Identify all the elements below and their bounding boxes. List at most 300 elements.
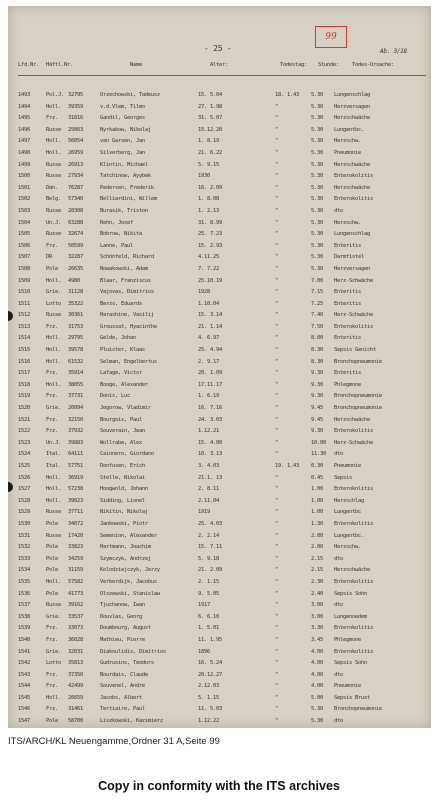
row-cause: Bronchopneumonie (334, 706, 382, 713)
row-death-date: " (275, 694, 278, 701)
row-birth-date: 11. 1.95 (198, 636, 222, 643)
row-number: 1547 (18, 718, 30, 725)
row-nationality: Frz. (46, 625, 58, 632)
row-prisoner-number: 50599 (68, 242, 83, 249)
table-row (8, 600, 431, 612)
row-name: Jankowski, Piotr (100, 520, 148, 527)
row-name: Bourdais, Claude (100, 671, 148, 678)
row-death-date: " (275, 532, 278, 539)
row-name: Lanne, Paul (100, 242, 133, 249)
row-birth-date: 21. 2.09 (198, 567, 222, 574)
row-prisoner-number: 36919 (68, 474, 83, 481)
row-birth-date: 16. 2.09 (198, 184, 222, 191)
table-row (8, 194, 431, 206)
table-row (8, 287, 431, 299)
row-name: Blaar, Franziscus (100, 277, 151, 284)
header-col-age: Alter: (210, 62, 228, 68)
row-name: Burasik, Triston (100, 207, 148, 214)
row-name: Doumbourg, August (100, 625, 151, 632)
row-death-date: " (275, 126, 278, 133)
row-death-date: " (275, 509, 278, 516)
table-row (8, 252, 431, 264)
row-birth-date: 5. 9.15 (198, 161, 219, 168)
document-scan (8, 6, 431, 728)
row-cause: dto (334, 451, 343, 458)
table-row (8, 577, 431, 589)
row-birth-date: 1.10.04 (198, 300, 219, 307)
row-number: 1504 (18, 219, 30, 226)
row-prisoner-number: 32031 (68, 648, 83, 655)
row-birth-date: 3. 4.03 (198, 463, 219, 469)
row-name: Selman, Engelbertus (100, 358, 157, 365)
row-hour: 5.30 (311, 718, 323, 725)
row-hour: 5.30 (311, 207, 323, 214)
row-nationality: Frz. (46, 115, 58, 122)
row-prisoner-number: 34259 (68, 555, 83, 562)
row-number: 1521 (18, 416, 30, 423)
row-number: 1511 (18, 300, 30, 307)
row-birth-date: 7. 7.22 (198, 265, 219, 272)
row-name: Berzs, Eduards (100, 300, 142, 307)
table-row (8, 658, 431, 670)
row-number: 1507 (18, 254, 30, 261)
row-cause: Herzversagen (334, 103, 370, 110)
table-row (8, 635, 431, 647)
row-hour: 2.40 (311, 590, 323, 597)
row-birth-date: 15.12.20 (198, 126, 222, 133)
row-nationality: Holl. (46, 381, 61, 388)
row-nationality: Frz. (46, 242, 58, 249)
row-cause: Herzschw. (334, 138, 361, 145)
table-row (8, 426, 431, 438)
row-hour: 5.30 (311, 103, 323, 110)
row-cause: Lungentbc (334, 509, 361, 516)
row-name: Nowakowski, Adam (100, 265, 148, 272)
row-hour: 8.30 (311, 347, 323, 354)
row-death-date: " (275, 219, 278, 226)
row-birth-date: 25. 4.03 (198, 520, 222, 527)
row-hour: 5.30 (311, 115, 323, 122)
row-death-date: 19. 1.43 (275, 463, 299, 469)
row-number: 1496 (18, 126, 30, 133)
row-nationality: Pole (46, 520, 58, 527)
row-name: Hartmann, Joachim (100, 544, 151, 551)
row-death-date: " (275, 207, 278, 214)
table-row (8, 136, 431, 148)
row-birth-date: 15. 7.11 (198, 544, 222, 551)
row-prisoner-number: 37932 (68, 428, 83, 435)
row-birth-date: 21. 6.22 (198, 149, 222, 156)
row-hour: 5.30 (311, 242, 323, 249)
row-nationality: Russe (46, 161, 61, 168)
row-name: Souverain, Jean (100, 428, 145, 435)
row-cause: Herzschw. (334, 544, 361, 551)
row-number: 1538 (18, 613, 30, 620)
row-cause: Herzversagen (334, 265, 370, 272)
row-name: Cainnero, Giordano (100, 451, 154, 458)
row-nationality: Holl. (46, 694, 61, 701)
row-cause: Enteritis (334, 242, 361, 249)
row-name: Wollrabe, Alex (100, 439, 142, 446)
row-hour: 9.45 (311, 405, 323, 412)
row-name: Mathieu, Pierre (100, 636, 145, 643)
table-row (8, 322, 431, 334)
table-row (8, 473, 431, 485)
row-prisoner-number: 29795 (68, 335, 83, 342)
row-death-date: " (275, 254, 278, 261)
row-name: Donfusen, Erich (100, 463, 145, 469)
row-name: Olszewski, Stanislaw (100, 590, 160, 597)
table-row (8, 693, 431, 705)
row-nationality: Russe (46, 173, 61, 180)
table-row (8, 206, 431, 218)
row-name: Nyrkakow, Nikolaj (100, 126, 151, 133)
row-death-date: " (275, 602, 278, 609)
row-cause: Bronchopneumonie (334, 358, 382, 365)
row-hour: 9.30 (311, 428, 323, 435)
table-row (8, 183, 431, 195)
row-number: 1539 (18, 625, 30, 632)
row-prisoner-number: 33823 (68, 544, 83, 551)
row-prisoner-number: 35813 (68, 660, 83, 667)
row-prisoner-number: 37711 (68, 509, 83, 516)
row-cause: Pneumonie (334, 149, 361, 156)
row-name: Gandil, Georges (100, 115, 145, 122)
row-hour: 2.00 (311, 544, 323, 551)
row-cause: Herzschwäche (334, 161, 370, 168)
row-cause: Phlegmone (334, 636, 361, 643)
row-number: 1517 (18, 370, 30, 377)
row-number: 1543 (18, 671, 30, 678)
row-cause: Herzschwäche (334, 416, 370, 423)
row-nationality: Pole (46, 555, 58, 562)
row-nationality: Pole (46, 567, 58, 574)
row-nationality: Ital. (46, 463, 61, 469)
row-cause: Enterokolitis (334, 520, 373, 527)
row-hour: 1.00 (311, 486, 323, 493)
row-hour: 9.30 (311, 393, 323, 400)
table-row (8, 623, 431, 635)
page-number: - 25 - (204, 44, 232, 53)
row-hour: 7.40 (311, 312, 323, 319)
row-prisoner-number: 64111 (68, 451, 83, 458)
row-name: v.d.Vlem, Tilmo (100, 103, 145, 110)
row-hour: 1.00 (311, 497, 323, 504)
row-hour: 9.45 (311, 416, 323, 423)
row-death-date: " (275, 544, 278, 551)
row-number: 1544 (18, 683, 30, 690)
row-prisoner-number: 26959 (68, 149, 83, 156)
row-birth-date: 4.11.25 (198, 254, 219, 261)
row-hour: 9.30 (311, 370, 323, 377)
row-birth-date: 20. 1.09 (198, 370, 222, 377)
stamp-number: 99 (325, 32, 337, 42)
row-death-date: " (275, 520, 278, 527)
row-name: Douvlas, Georg (100, 613, 142, 620)
row-prisoner-number: 57238 (68, 486, 83, 493)
row-cause: Enteritis (334, 370, 361, 377)
row-nationality: Grie. (46, 613, 61, 620)
row-number: 1542 (18, 660, 30, 667)
row-birth-date: 2. 2.14 (198, 532, 219, 539)
row-number: 1512 (18, 312, 30, 319)
row-nationality: Ital. (46, 451, 61, 458)
row-death-date: " (275, 567, 278, 574)
row-number: 1516 (18, 358, 30, 365)
table-row (8, 612, 431, 624)
row-name: Klintin, Michael (100, 161, 148, 168)
row-death-date: " (275, 231, 278, 238)
row-nationality: Lotto (46, 660, 61, 667)
row-number: 1515 (18, 347, 30, 354)
table-row (8, 391, 431, 403)
table-row (8, 681, 431, 693)
row-cause: dto (334, 555, 343, 562)
row-number: 1522 (18, 428, 30, 435)
row-nationality: Holl. (46, 578, 61, 585)
table-row (8, 241, 431, 253)
row-death-date: " (275, 393, 278, 400)
row-number: 1494 (18, 103, 30, 110)
row-birth-date: 1. 8.19 (198, 138, 219, 145)
row-prisoner-number: 32150 (68, 416, 83, 423)
row-nationality: Holl. (46, 149, 61, 156)
row-number: 1533 (18, 555, 30, 562)
table-row (8, 310, 431, 322)
row-nationality: Russe (46, 532, 61, 539)
row-number: 1520 (18, 405, 30, 412)
row-prisoner-number: 26659 (68, 694, 83, 701)
row-prisoner-number: 4980 (68, 277, 80, 284)
row-birth-date: 15. 3.14 (198, 312, 222, 319)
row-nationality: Lotto (46, 300, 61, 307)
row-nationality: Frz. (46, 416, 58, 423)
row-prisoner-number: 32287 (68, 254, 83, 261)
row-death-date: " (275, 161, 278, 168)
row-prisoner-number: 31753 (68, 323, 83, 330)
row-cause: Enterokolitis (334, 173, 373, 180)
row-name: Pluister, Klaas (100, 347, 145, 354)
row-number: 1518 (18, 381, 30, 388)
row-number: 1497 (18, 138, 30, 145)
row-death-date: " (275, 312, 278, 319)
row-birth-date: 25. 7.23 (198, 231, 222, 238)
row-name: Jegorow, Vladimir (100, 405, 151, 412)
row-name: Silverberg, Jan (100, 149, 145, 156)
row-cause: Herz-Schwäche (334, 439, 373, 446)
row-prisoner-number: 57340 (68, 196, 83, 203)
row-number: 1501 (18, 184, 30, 191)
row-nationality: Dän. (46, 184, 58, 191)
row-cause: Enteritis (334, 289, 361, 296)
row-birth-date: 15. 5.04 (198, 92, 222, 98)
page-stamp (315, 26, 347, 48)
row-nationality: Belg. (46, 196, 61, 203)
row-hour: 9.30 (311, 381, 323, 388)
row-hour: 5.30 (311, 706, 323, 713)
header-col-hour: Stunde: (318, 62, 339, 68)
row-cause: dto (334, 671, 343, 678)
row-death-date: " (275, 300, 278, 307)
row-birth-date: 11. 5.03 (198, 706, 222, 713)
table-row (8, 102, 431, 114)
row-birth-date: 2. 8.11 (198, 486, 219, 493)
row-prisoner-number: 57582 (68, 578, 83, 585)
row-nationality: Russe (46, 602, 61, 609)
row-name: Pedersen, Frederik (100, 184, 154, 191)
row-prisoner-number: 37350 (68, 671, 83, 678)
table-row (8, 531, 431, 543)
row-cause: Enterokolitis (334, 648, 373, 655)
row-prisoner-number: 39162 (68, 602, 83, 609)
row-prisoner-number: 26635 (68, 265, 83, 272)
header-col-name: Name (130, 62, 142, 68)
row-birth-date: 6. 6.10 (198, 613, 219, 620)
row-cause: Herz-Schwäche (334, 312, 373, 319)
row-hour: 7.15 (311, 289, 323, 296)
row-name: Harashine, Vasilij (100, 312, 154, 319)
row-cause: Pneumonie (334, 683, 361, 690)
row-hour: 8.00 (311, 335, 323, 342)
row-birth-date: 9. 5.05 (198, 590, 219, 597)
table-header (18, 62, 428, 72)
row-cause: Sepsis Brust (334, 694, 370, 701)
row-nationality: Frz. (46, 706, 58, 713)
row-name: Vajovas, Dimitrios (100, 289, 154, 296)
row-prisoner-number: 25063 (68, 126, 83, 133)
row-cause: dto (334, 718, 343, 725)
row-prisoner-number: 38055 (68, 381, 83, 388)
row-cause: Bronchopneumonie (334, 405, 382, 412)
row-cause: Lungenoedem (334, 613, 367, 620)
row-prisoner-number: 34072 (68, 520, 83, 527)
row-nationality: Frz. (46, 683, 58, 690)
row-number: 1526 (18, 474, 30, 481)
row-cause: Enterokolitis (334, 578, 373, 585)
row-hour: 7.00 (311, 277, 323, 284)
row-number: 1513 (18, 323, 30, 330)
row-birth-date: 16. 7.16 (198, 405, 222, 412)
row-prisoner-number: 76287 (68, 184, 83, 191)
row-number: 1530 (18, 520, 30, 527)
table-row (8, 438, 431, 450)
row-name: Tertiaire, Paul (100, 706, 145, 713)
row-death-date: " (275, 486, 278, 493)
table-row (8, 264, 431, 276)
row-hour: 10.00 (311, 439, 326, 446)
row-death-date: " (275, 138, 278, 145)
row-birth-date: 1919 (198, 509, 210, 516)
row-nationality: Russe (46, 509, 61, 516)
row-prisoner-number: 31461 (68, 706, 83, 713)
row-hour: 5.30 (311, 231, 323, 238)
row-cause: Enterokolitis (334, 196, 373, 203)
table-row (8, 461, 431, 473)
table-row (8, 345, 431, 357)
row-number: 1509 (18, 277, 30, 284)
row-number: 1523 (18, 439, 30, 446)
row-nationality: Holl. (46, 486, 61, 493)
row-name: Belliardini, Willem (100, 196, 157, 203)
row-prisoner-number: 32795 (68, 92, 83, 98)
row-prisoner-number: 39823 (68, 497, 83, 504)
row-birth-date: 20.12.27 (198, 671, 222, 678)
row-hour: 5.00 (311, 694, 323, 701)
row-name: Souvenel, Andre (100, 683, 145, 690)
row-prisoner-number: 31816 (68, 115, 83, 122)
row-prisoner-number: 17420 (68, 532, 83, 539)
row-hour: 5.30 (311, 265, 323, 272)
row-number: 1495 (18, 115, 30, 122)
row-name: Gelde, Johan (100, 335, 136, 342)
row-hour: 5.30 (311, 173, 323, 180)
row-birth-date: 10. 3.13 (198, 451, 222, 458)
row-prisoner-number: 58700 (68, 718, 83, 725)
table-row (8, 484, 431, 496)
row-birth-date: 2.12.03 (198, 683, 219, 690)
row-hour: 4.00 (311, 671, 323, 678)
row-death-date: " (275, 439, 278, 446)
row-hour: 2.30 (311, 578, 323, 585)
row-birth-date: 31. 8.99 (198, 219, 222, 226)
row-hour: 5.30 (311, 184, 323, 191)
row-death-date: " (275, 103, 278, 110)
row-birth-date: 2.11.04 (198, 497, 219, 504)
row-death-date: " (275, 474, 278, 481)
row-nationality: Holl. (46, 138, 61, 145)
row-hour: 1.00 (311, 509, 323, 516)
row-death-date: " (275, 416, 278, 423)
row-cause: Sepsis Sohn (334, 590, 367, 597)
row-name: Verkerdijk, Jacobus (100, 578, 157, 585)
row-name: Bobrow, Nikita (100, 231, 142, 238)
row-number: 1519 (18, 393, 30, 400)
row-number: 1540 (18, 636, 30, 643)
table-row (8, 171, 431, 183)
row-prisoner-number: 31128 (68, 289, 83, 296)
row-hour: 4.00 (311, 648, 323, 655)
row-hour: 4.00 (311, 683, 323, 690)
row-cause: Herzschwäche (334, 567, 370, 574)
row-number: 1499 (18, 161, 30, 168)
row-number: 1510 (18, 289, 30, 296)
row-name: Bourgois, Paul (100, 416, 142, 423)
row-prisoner-number: 63288 (68, 219, 83, 226)
row-nationality: Holl. (46, 358, 61, 365)
row-number: 1508 (18, 265, 30, 272)
row-nationality: Frz. (46, 393, 58, 400)
row-birth-date: 16. 5.24 (198, 660, 222, 667)
row-nationality: Russe (46, 231, 61, 238)
row-birth-date: 15. 4.00 (198, 439, 222, 446)
row-nationality: Un.J. (46, 219, 61, 226)
row-birth-date: 1917 (198, 602, 210, 609)
row-prisoner-number: 37731 (68, 393, 83, 400)
row-birth-date: 1. 8.08 (198, 196, 219, 203)
table-row (8, 125, 431, 137)
row-birth-date: 2. 9.17 (198, 358, 219, 365)
table-row (8, 554, 431, 566)
row-death-date: " (275, 613, 278, 620)
table-row (8, 113, 431, 125)
row-death-date: " (275, 196, 278, 203)
row-birth-date: 25.10.19 (198, 277, 222, 284)
row-cause: Darmfistel (334, 254, 364, 261)
table-row (8, 90, 431, 102)
row-prisoner-number: 36028 (68, 636, 83, 643)
header-col-prisoner-number: Häftl.Nr. (46, 62, 73, 68)
copy-notice: Copy in conformity with the ITS archives (98, 779, 340, 793)
